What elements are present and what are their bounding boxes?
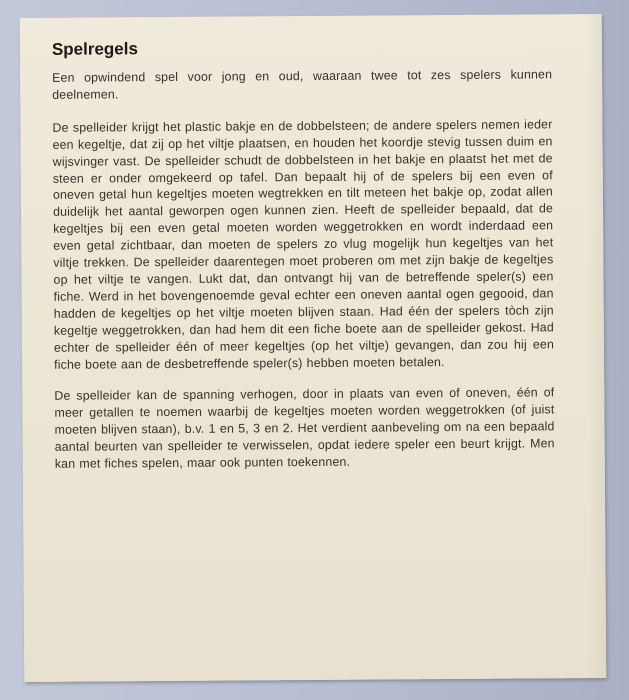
rules-paragraph-2: De spelleider kan de spanning verhogen, door in plaats van even of oneven, één of meer getallen te noemen waarbij de kegeltjes moeten worden weggetrokken (of juist moeten blijven staan), b.v. 1 en 5, 3 en 2. Het verdient aanbeveling om na een bepaald aantal beurten van spelleider te verwisselen, opdat iedere speler een beurt krijgt. Men kan met fiches spelen, maar ook punten toekennen. — [54, 385, 555, 471]
rules-sheet — [20, 14, 607, 682]
rules-paragraph-1: De spelleider krijgt het plastic bakje en de dobbelsteen; de andere spelers nemen ieder een kegeltje, dat zij op het viltje plaatsen, en houden het koordje stevig tussen duim en wijsvinger vast. De spelleider schudt de dobbelsteen in het bakje en plaatst het met de steen er onder omgekeerd op tafel. Dan bepaalt hij of de spelers bij een even of oneven getal hun kegeltjes moeten wegtrekken en tilt meteen het bakje op, zodat allen duidelijk het aantal geworpen ogen kunnen zien. Heeft de spelleider bepaald, dat de kegeltjes bij een even getal moeten worden weggetrokken en wordt inderdaad een even getal zichtbaar, dan moeten de spelers zo vlug mogelijk hun kegeltjes van het viltje trekken. De spelleider daarentegen moet proberen om met zijn bakje de kegeltjes op het viltje te vangen. Lukt dat, dan ontvangt hij van de betreffende speler(s) een fiche. Werd in het bovengenoemde geval echter een oneven aantal ogen gegooid, dan hadden de kegeltjes op het viltje moeten blijven staan. Had één der spelers tòch zijn kegeltje weggetrokken, dan had hem dit een fiche boete aan de spelleider gekost. Had echter de spelleider één of meer kegeltjes (op het viltje) gevangen, dan zou hij een fiche boete aan de desbetreffende speler(s) hebben moeten betalen. — [52, 117, 555, 372]
page-title: Spelregels — [51, 39, 138, 59]
intro-paragraph: Een opwindend spel voor jong en oud, waaraan twee tot zes spelers kunnen deelnemen. — [52, 67, 553, 102]
